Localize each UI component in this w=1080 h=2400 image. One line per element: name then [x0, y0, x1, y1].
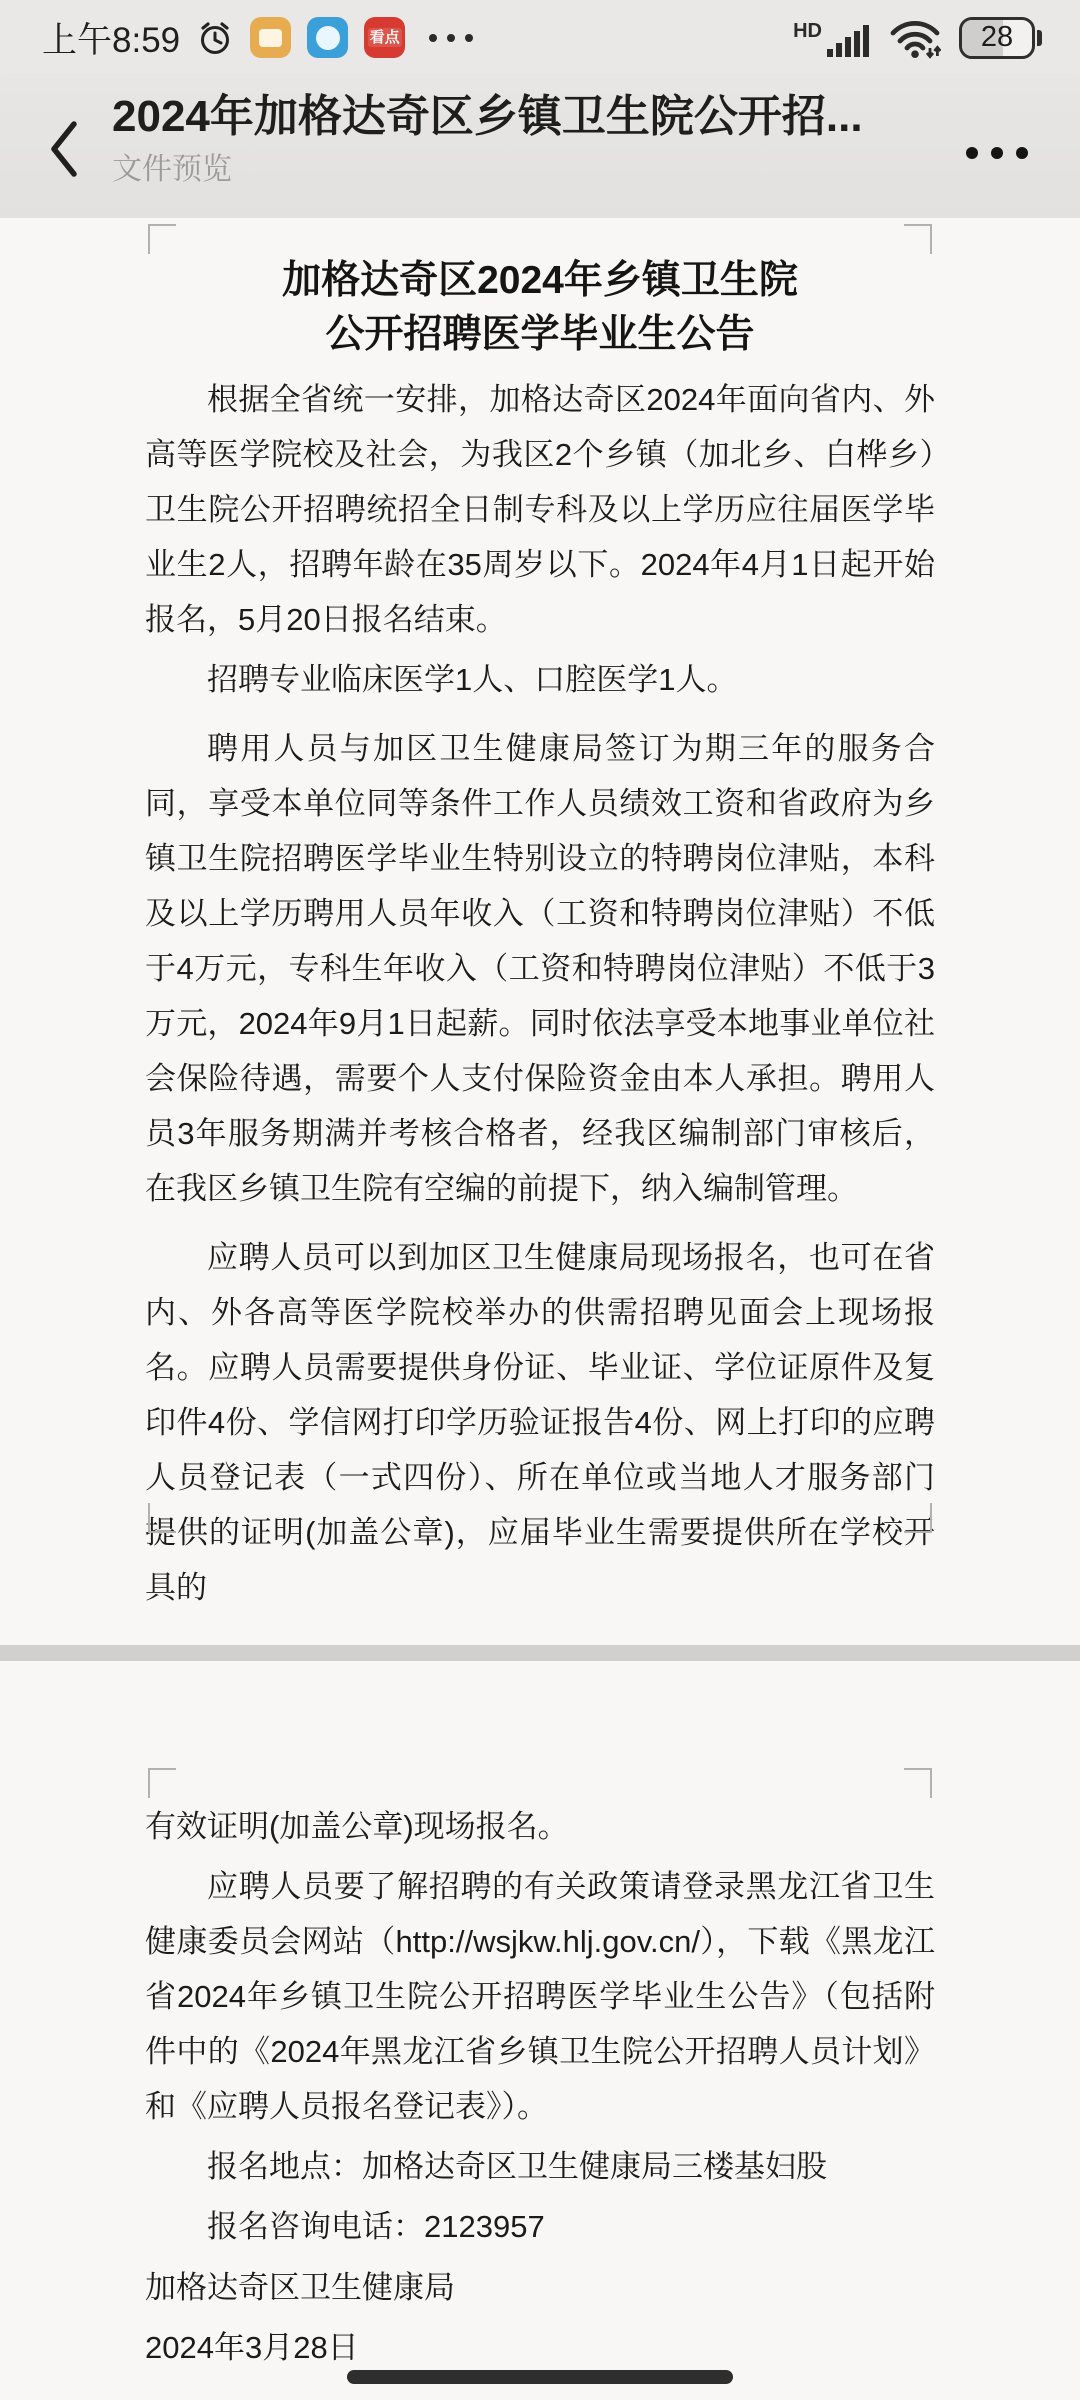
- circle-glyph: [316, 26, 340, 50]
- margin-mark-icon: [148, 1768, 176, 1798]
- document-page-2: [0, 1661, 1080, 2400]
- document-title-line2: 公开招聘医学毕业生公告: [325, 313, 755, 356]
- battery-nub: [1037, 30, 1042, 46]
- back-button[interactable]: [34, 111, 94, 187]
- paragraph: 应聘人员可以到加区卫生健康局现场报名，也可在省内、外各高等医学院校举办的供需招聘见面会上现场报名。应聘人员需要提供身份证、毕业证、学位证原件及复印件4份、学信网打印学历验证报告4份、网上打印的应聘人员登记表（一式四份）、所在单位或当地人才服务部门提供的证明(加盖公章)，应届毕业生需要提供所在学校开具的: [145, 1240, 935, 1605]
- signature-date: 2024年3月28日: [145, 2330, 359, 2365]
- signature: 加格达奇区卫生健康局: [145, 2270, 455, 2305]
- chat-app-icon: [250, 17, 291, 58]
- paragraph: 聘用人员与加区卫生健康局签订为期三年的服务合同，享受本单位同等条件工作人员绩效工资和省政府为乡镇卫生院招聘医学毕业生特别设立的特聘岗位津贴，本科及以上学历聘用人员年收入（工资和特聘岗位津贴）不低于4万元，专科生年收入（工资和特聘岗位津贴）不低于3万元，2024年9月1日起薪。同时依法享受本地事业单位社会保险待遇，需要个人支付保险资金由本人承担。聘用人员3年服务期满并考核合格者，经我区编制部门审核后，在我区乡镇卫生院有空编的前提下，纳入编制管理。: [145, 731, 935, 1206]
- paragraph: 应聘人员要了解招聘的有关政策请登录黑龙江省卫生健康委员会网站（http://wsjkw.hlj.gov.cn/），下载《黑龙江省2024年乡镇卫生院公开招聘医学毕业生公告》（包括附件中的《2024年黑龙江省乡镇卫生院公开招聘人员计划》和《应聘人员报名登记表》）。: [145, 1869, 935, 2124]
- document-body-1: [0, 254, 1080, 1615]
- margin-mark-icon: [904, 1768, 932, 1798]
- status-bar-left: [42, 13, 473, 63]
- more-notifications-icon: [429, 34, 473, 42]
- paragraph: 根据全省统一安排，加格达奇区2024年面向省内、外高等医学院校及社会，为我区2个乡镇（加北乡、白桦乡）卫生院公开招聘统招全日制专科及以上学历应往届医学毕业生2人，招聘年龄在35周岁以下。2024年4月1日起开始报名，5月20日报名结束。: [145, 382, 935, 637]
- header-titles: [112, 91, 902, 188]
- battery-body: [959, 17, 1035, 59]
- paragraph: 报名咨询电话：2123957: [207, 2209, 545, 2244]
- file-preview-header: [0, 75, 1080, 218]
- margin-mark-icon: [904, 224, 932, 254]
- document-title: [150, 254, 930, 362]
- margin-mark-icon: [148, 224, 176, 254]
- paragraph: 报名地点：加格达奇区卫生健康局三楼基妇股: [207, 2149, 827, 2184]
- document-page-1: [0, 218, 1080, 1645]
- kandian-label: 看点: [369, 29, 400, 46]
- status-bar-right: [793, 17, 1042, 59]
- chat-bubble-glyph: [259, 29, 282, 47]
- margin-mark-icon: [148, 1503, 176, 1533]
- paragraph: 招聘专业临床医学1人、口腔医学1人。: [207, 662, 738, 697]
- document-title-line1: 加格达奇区2024年乡镇卫生院: [282, 259, 798, 302]
- home-indicator[interactable]: [347, 2370, 733, 2384]
- header-title: 2024年加格达奇区乡镇卫生院公开招...: [112, 92, 863, 141]
- status-bar: [0, 0, 1080, 75]
- messaging-app-icon: [307, 17, 348, 58]
- hd-label: HD: [793, 19, 822, 42]
- page-separator: [0, 1645, 1080, 1661]
- cell-signal-icon: [793, 19, 871, 59]
- battery-icon: [959, 17, 1042, 59]
- status-time: 上午8:59: [42, 20, 181, 60]
- kandian-app-icon: [364, 17, 405, 58]
- margin-mark-icon: [904, 1503, 932, 1533]
- header-subtitle: 文件预览: [112, 152, 232, 186]
- paragraph: 有效证明(加盖公章)现场报名。: [145, 1809, 569, 1844]
- more-menu-button[interactable]: [966, 137, 1028, 169]
- battery-percent: 28: [980, 21, 1014, 53]
- alarm-icon: [196, 19, 234, 57]
- wifi-icon: [889, 17, 941, 59]
